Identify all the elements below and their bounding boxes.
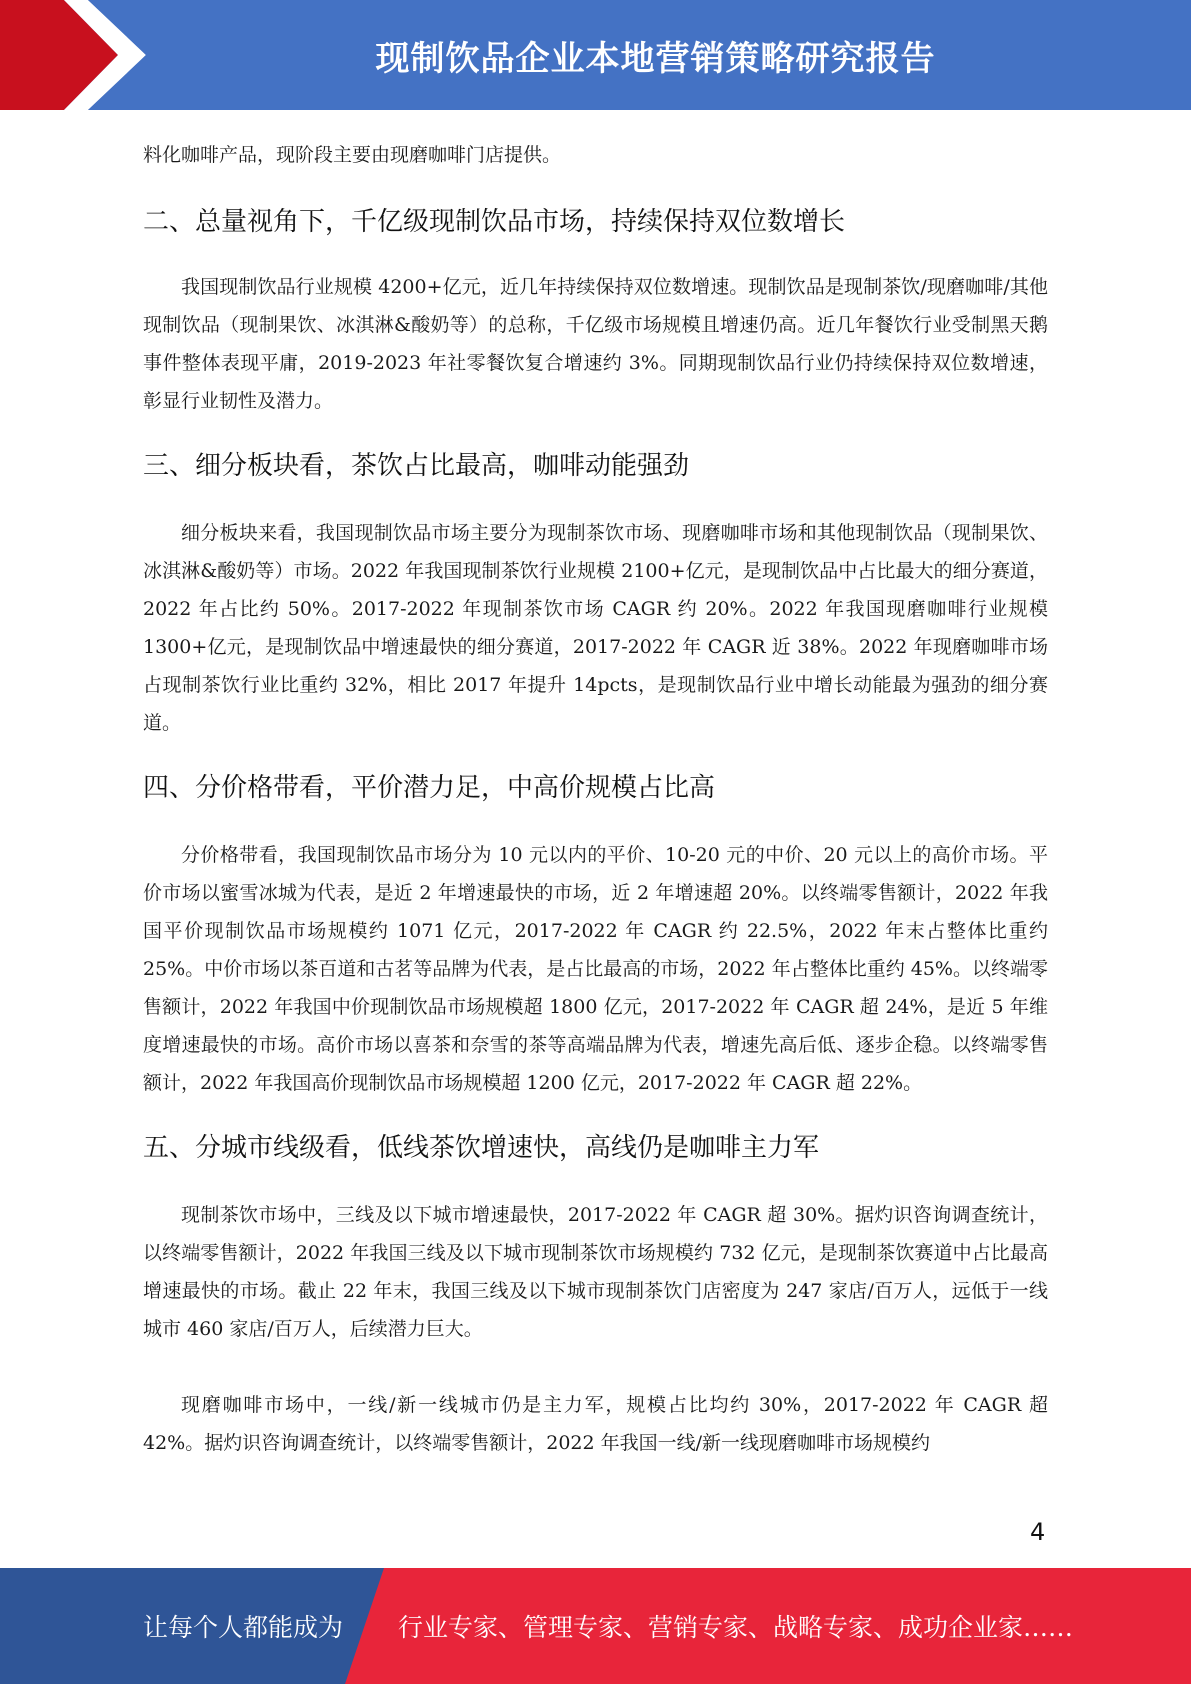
section-3-paragraph: 细分板块来看，我国现制饮品市场主要分为现制茶饮市场、现磨咖啡市场和其他现制饮品（现制果饮、冰淇淋&酸奶等）市场。2022 年我国现制茶饮行业规模 2100+亿元，是现制饮品中占比最大的细分赛道，2022 年占比约 50%。2017-2022 年现制茶饮市场 CAGR 约 20%。2022 年我国现磨咖啡行业规模 1300+亿元，是现制饮品中增速最快的细分赛道，2017-2022 年 CAGR 近 38%。2022 年现磨咖啡市场占现制茶饮行业比重约 32%，相比 2017 年提升 14pcts，是现制饮品行业中增长动能最为强劲的细分赛道。 [143, 522, 1048, 734]
section-5-paragraph-2: 现磨咖啡市场中，一线/新一线城市仍是主力军，规模占比均约 30%，2017-2022 年 CAGR 超 42%。据灼识咨询调查统计，以终端零售额计，2022 年我国一线/新一线现磨咖啡市场规模约 [143, 1394, 1048, 1454]
paragraph-continuation: 料化咖啡产品，现阶段主要由现磨咖啡门店提供。 [143, 144, 562, 166]
section-2-paragraph: 我国现制饮品行业规模 4200+亿元，近几年持续保持双位数增速。现制饮品是现制茶饮/现磨咖啡/其他现制饮品（现制果饮、冰淇淋&酸奶等）的总称，千亿级市场规模且增速仍高。近几年餐饮行业受制黑天鹅事件整体表现平庸，2019-2023 年社零餐饮复合增速约 3%。同期现制饮品行业仍持续保持双位数增速，彰显行业韧性及潜力。 [143, 276, 1048, 412]
section-heading-2: 二、总量视角下，千亿级现制饮品市场，持续保持双位数增长 [143, 207, 846, 237]
footer-slogan-right: 行业专家、管理专家、营销专家、战略专家、成功企业家…… [398, 1613, 1074, 1642]
section-heading-4: 四、分价格带看，平价潜力足，中高价规模占比高 [143, 773, 716, 803]
section-4-paragraph: 分价格带看，我国现制饮品市场分为 10 元以内的平价、10-20 元的中价、20 元以上的高价市场。平价市场以蜜雪冰城为代表，是近 2 年增速最快的市场，近 2 年增速超 20%。以终端零售额计，2022 年我国平价现制饮品市场规模约 1071 亿元，2017-2022 年 CAGR 约 22.5%，2022 年末占整体比重约 25%。中价市场以茶百道和古茗等品牌为代表，是占比最高的市场，2022 年占整体比重约 45%。以终端零售额计，2022 年我国中价现制饮品市场规模超 1800 亿元，2017-2022 年 CAGR 超 24%，是近 5 年维度增速最快的市场。高价市场以喜茶和奈雪的茶等高端品牌为代表，增速先高后低、逐步企稳。以终端零售额计，2022 年我国高价现制饮品市场规模超 1200 亿元，2017-2022 年 CAGR 超 22%。 [143, 844, 1048, 1094]
page-header [0, 0, 1191, 110]
document-body [143, 130, 1048, 1462]
header-red-arrow-decoration [0, 0, 160, 110]
section-5-paragraph: 现制茶饮市场中，三线及以下城市增速最快，2017-2022 年 CAGR 超 30%。据灼识咨询调查统计，以终端零售额计，2022 年我国三线及以下城市现制茶饮市场规模约 732 亿元，是现制茶饮赛道中占比最高增速最快的市场。截止 22 年末，我国三线及以下城市现制茶饮门店密度为 247 家店/百万人，远低于一线城市 460 家店/百万人，后续潜力巨大。 [143, 1204, 1048, 1340]
page-footer [0, 1568, 1191, 1684]
section-heading-3: 三、细分板块看，茶饮占比最高，咖啡动能强劲 [143, 451, 690, 481]
report-title: 现制饮品企业本地营销策略研究报告 [375, 38, 936, 79]
footer-slogan-left: 让每个人都能成为 [143, 1613, 344, 1642]
section-heading-5: 五、分城市线级看，低线茶饮增速快，高线仍是咖啡主力军 [143, 1133, 820, 1163]
page-number: 4 [1030, 1518, 1046, 1546]
